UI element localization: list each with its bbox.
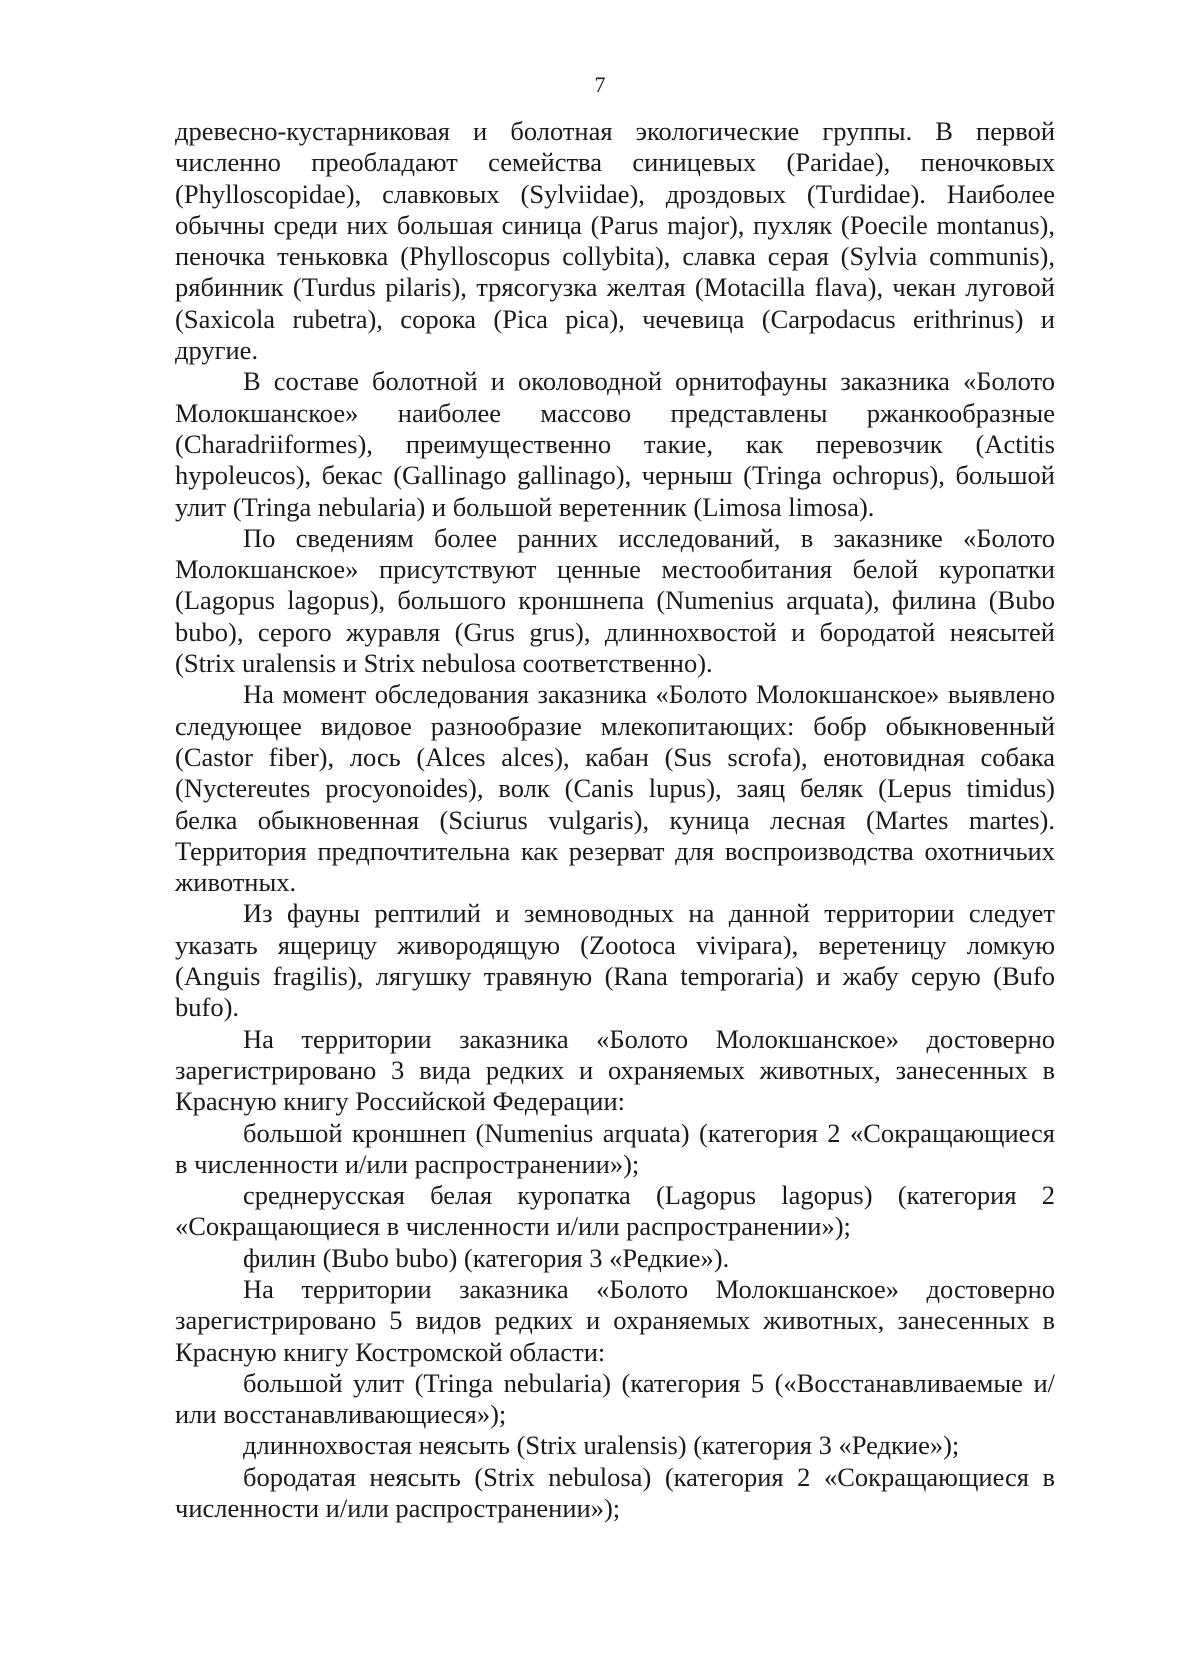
list-item-curlew: большой кроншнеп (Numenius arquata) (категория 2 «Сокращающиеся в численности и/или распространении»); [175,1117,1055,1179]
list-item-great-grey-owl: бородатая неясыть (Strix nebulosa) (категория 2 «Сокращающиеся в численности и/или распространении»); [175,1461,1055,1524]
list-item-greenshank: большой улит (Tringa nebularia) (категория 5 («Восстанавливаемые и/или восстанавливающиеся»); [175,1367,1055,1430]
document-body [175,116,1055,1524]
paragraph-red-book-rf-intro: На территории заказника «Болото Молокшанское» достоверно зарегистрировано 3 вида редких и охраняемых животных, занесенных в Красную книгу Российской Федерации: [175,1023,1055,1117]
paragraph-birds-continuation: древесно-кустарниковая и болотная экологические группы. В первой численно преобладают семейства синицевых (Paridae), пеночковых (Phylloscopidae), славковых (Sylviidae), дроздовых (Turdidae). Наиболее обычны среди них большая синица (Parus major), пухляк (Poecile montanus), пеночка теньковка (Phylloscopus collybita), славка серая (Sylvia communis), рябинник (Turdus pilaris), трясогузка желтая (Motacilla flava), чекан луговой (Saxicola rubetra), сорока (Pica pica), чечевица (Carpodacus erithrinus) и другие. [175,116,1055,366]
paragraph-wetland-birds: В составе болотной и околоводной орнитофауны заказника «Болото Молокшанское» наиболее массово представлены ржанкообразные (Charadriiformes), преимущественно такие, как перевозчик (Actitis hypoleucos), бекас (Gallinago gallinago), черныш (Tringa ochropus), большой улит (Tringa nebularia) и большой веретенник (Limosa limosa). [175,366,1055,522]
paragraph-reptiles-amphibians: Из фауны рептилий и земноводных на данной территории следует указать ящерицу живородящую (Zootoca vivipara), веретеницу ломкую (Anguis fragilis), лягушку травяную (Rana temporaria) и жабу серую (Bufo bufo). [175,898,1055,1023]
list-item-ural-owl: длиннохвостая неясыть (Strix uralensis) (категория 3 «Редкие»); [243,1430,960,1461]
page-number: 7 [594,72,606,97]
paragraph-earlier-studies: По сведениям более ранних исследований, в заказнике «Болото Молокшанское» присутствуют ценные местообитания белой куропатки (Lagopus lagopus), большого кроншнепа (Numenius arquata), филина (Bubo bubo), серого журавля (Grus grus), длиннохвостой и бородатой неясытей (Strix uralensis и Strix nebulosa соответственно). [175,522,1055,679]
list-item-ptarmigan: среднерусская белая куропатка (Lagopus lagopus) (категория 2 «Сокращающиеся в численности и/или распространении»); [175,1180,1055,1242]
paragraph-mammals: На момент обследования заказника «Болото Молокшанское» выявлено следующее видовое разнообразие млекопитающих: бобр обыкновенный (Castor fiber), лось (Alces alces), кабан (Sus scrofa), енотовидная собака (Nyctereutes procyonoides), волк (Canis lupus), заяц беляк (Lepus timidus) белка обыкновенная (Sciurus vulgaris), куница лесная (Martes martes). Территория предпочтительна как резерват для воспроизводства охотничьих животных. [175,679,1055,898]
list-item-eagle-owl: филин (Bubo bubo) (категория 3 «Редкие»). [243,1242,730,1273]
paragraph-red-book-kostroma-intro: На территории заказника «Болото Молокшанское» достоверно зарегистрировано 5 видов редких и охраняемых животных, занесенных в Красную книгу Костромской области: [175,1273,1055,1367]
